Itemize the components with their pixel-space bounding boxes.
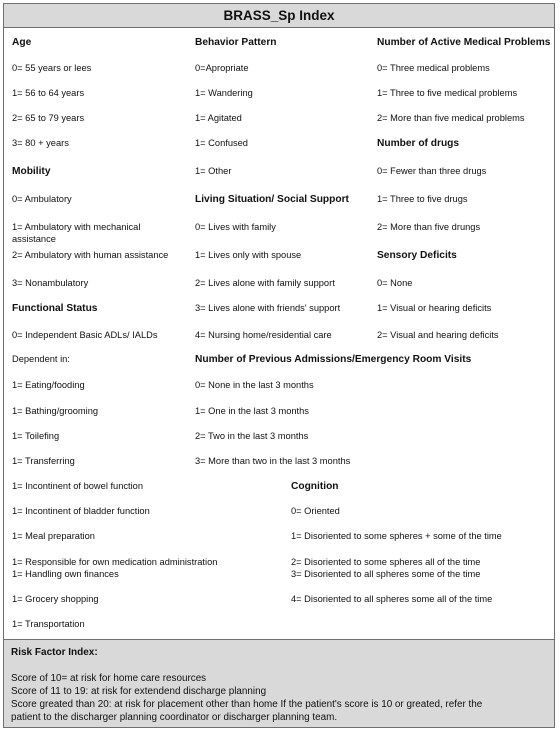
sensory-item: 0= None xyxy=(377,278,413,288)
drugs-heading: Number of drugs xyxy=(377,138,460,149)
admissions-item: 2= Two in the last 3 months xyxy=(195,431,309,441)
behavior-heading: Behavior Pattern xyxy=(195,37,277,48)
functional-item: 1= Grocery shopping xyxy=(12,594,99,604)
functional-item: Dependent in: xyxy=(12,354,70,364)
admissions-item: 1= One in the last 3 months xyxy=(195,406,309,416)
functional-item: 1= Incontinent of bowel function xyxy=(12,481,144,491)
mobility-item: 2= Ambulatory with human assistance xyxy=(12,250,169,260)
risk-heading: Risk Factor Index: xyxy=(11,647,98,658)
living-item: 1= Lives only with spouse xyxy=(195,250,302,260)
cognition-item: 4= Disoriented to all spheres some all of the time xyxy=(291,594,493,604)
medical-item: 1= Three to five medical problems xyxy=(377,88,518,98)
drugs-item: 1= Three to five drugs xyxy=(377,194,468,204)
sensory-item: 2= Visual and hearing deficits xyxy=(377,330,499,340)
table-title: BRASS_Sp Index xyxy=(4,4,554,28)
behavior-item: 1= Wandering xyxy=(195,88,253,98)
functional-item: 1= Handling own finances xyxy=(12,569,119,579)
mobility-item: 1= Ambulatory with mechanical xyxy=(12,222,141,232)
drugs-item: 0= Fewer than three drugs xyxy=(377,166,487,176)
drugs-item: 2= More than five drungs xyxy=(377,222,481,232)
cognition-item: 0= Oriented xyxy=(291,506,340,516)
brass-index-table xyxy=(3,3,555,728)
cognition-item: 3= Disoriented to all spheres some of the time xyxy=(291,569,481,579)
risk-line: Score of 11 to 19: at risk for extendend discharge planning xyxy=(11,686,267,697)
risk-factor-section xyxy=(4,639,554,727)
functional-item: 1= Eating/fooding xyxy=(12,380,85,390)
functional-heading: Functional Status xyxy=(12,303,98,314)
functional-item: 1= Transferring xyxy=(12,456,75,466)
sensory-item: 1= Visual or hearing deficits xyxy=(377,303,492,313)
age-item: 3= 80 + years xyxy=(12,138,69,148)
living-heading: Living Situation/ Social Support xyxy=(195,194,349,205)
cognition-heading: Cognition xyxy=(291,481,339,492)
functional-item: 1= Toilefing xyxy=(12,431,60,441)
functional-item: 1= Bathing/grooming xyxy=(12,406,99,416)
functional-item: 0= Independent Basic ADLs/ IALDs xyxy=(12,330,158,340)
admissions-heading: Number of Previous Admissions/Emergency Room Visits xyxy=(195,354,472,365)
behavior-item: 0=Apropriate xyxy=(195,63,249,73)
mobility-item: assistance xyxy=(12,234,56,244)
functional-item: 1= Meal preparation xyxy=(12,531,95,541)
mobility-heading: Mobility xyxy=(12,166,51,177)
sensory-heading: Sensory Deficits xyxy=(377,250,457,261)
risk-line: Score of 10= at risk for home care resources xyxy=(11,673,207,684)
risk-line: patient to the discharger planning coordinator or discharger planning team. xyxy=(11,712,338,723)
medical-item: 0= Three medical problems xyxy=(377,63,490,73)
risk-line: Score greated than 20: at risk for placement other than home If the patient's score is 10 or greated, refer the xyxy=(11,699,483,710)
admissions-item: 3= More than two in the last 3 months xyxy=(195,456,351,466)
behavior-item: 1= Confused xyxy=(195,138,248,148)
behavior-item: 1= Other xyxy=(195,166,232,176)
living-item: 0= Lives with family xyxy=(195,222,276,232)
age-item: 0= 55 years or lees xyxy=(12,63,92,73)
functional-item: 1= Incontinent of bladder function xyxy=(12,506,150,516)
behavior-item: 1= Agitated xyxy=(195,113,242,123)
living-item: 2= Lives alone with family support xyxy=(195,278,335,288)
medical-heading: Number of Active Medical Problems xyxy=(377,37,551,48)
cognition-item: 2= Disoriented to some spheres all of the time xyxy=(291,557,481,567)
age-item: 1= 56 to 64 years xyxy=(12,88,85,98)
living-item: 4= Nursing home/residential care xyxy=(195,330,332,340)
mobility-item: 0= Ambulatory xyxy=(12,194,72,204)
cognition-item: 1= Disoriented to some spheres + some of the time xyxy=(291,531,502,541)
living-item: 3= Lives alone with friends' support xyxy=(195,303,341,313)
medical-item: 2= More than five medical problems xyxy=(377,113,525,123)
functional-item: 1= Transportation xyxy=(12,619,85,629)
functional-item: 1= Responsible for own medication administration xyxy=(12,557,218,567)
mobility-item: 3= Nonambulatory xyxy=(12,278,89,288)
age-heading: Age xyxy=(12,37,32,48)
age-item: 2= 65 to 79 years xyxy=(12,113,85,123)
admissions-item: 0= None in the last 3 months xyxy=(195,380,314,390)
